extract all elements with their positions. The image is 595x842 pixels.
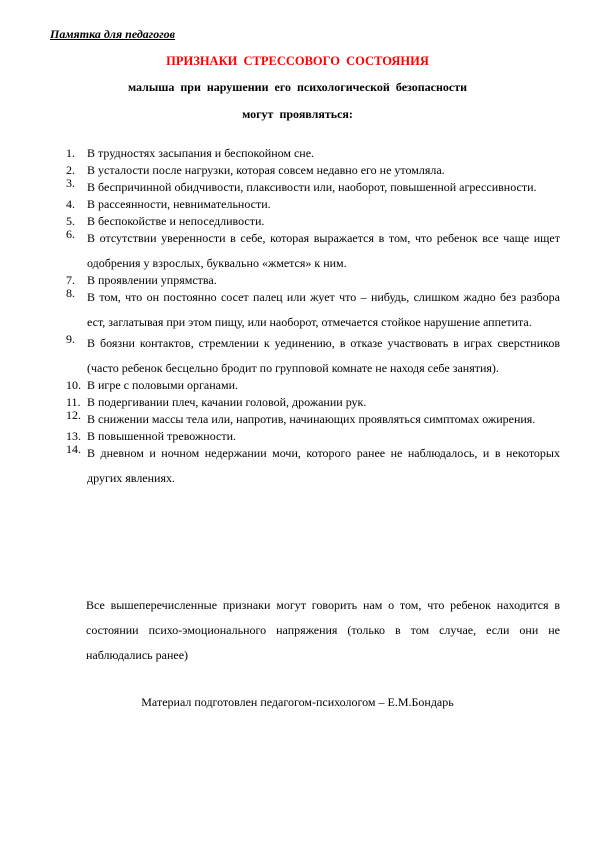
item-text: В отсутствии уверенности в себе, которая выражается в том, что ребенок все чаще ищет одобрения у взрослых, буквально «жмется» к ним. xyxy=(87,231,560,270)
item-number: 1. xyxy=(66,146,75,160)
item-number: 10. xyxy=(66,378,81,392)
item-number: 8. xyxy=(66,286,75,300)
item-number: 12. xyxy=(66,408,81,422)
signs-list xyxy=(66,145,560,487)
subtitle-line-2: могут проявляться: xyxy=(242,107,353,121)
item-text: В усталости после нагрузки, которая совсем недавно его не утомляла. xyxy=(87,163,445,177)
item-number: 9. xyxy=(66,332,75,346)
list-item xyxy=(66,441,560,491)
item-text: В подергивании плеч, качании головой, дрожании рук. xyxy=(87,395,367,409)
item-text: В дневном и ночном недержании мочи, которого ранее не наблюдалось, и в некоторых других явлениях. xyxy=(87,446,560,485)
item-text: В трудностях засыпания и беспокойном сне. xyxy=(87,146,315,160)
item-number: 5. xyxy=(66,214,75,228)
item-number: 7. xyxy=(66,273,75,287)
item-number: 13. xyxy=(66,429,81,443)
item-text: В боязни контактов, стремлении к уединению, в отказе участвовать в играх сверстников (часто ребенок бесцельно бродит по групповой комнате не находя себе занятия). xyxy=(87,336,560,375)
list-item xyxy=(66,145,560,162)
item-number: 2. xyxy=(66,163,75,177)
item-text: В повышенной тревожности. xyxy=(87,429,236,443)
list-item xyxy=(66,331,560,381)
item-number: 6. xyxy=(66,227,75,241)
item-text: В беспокойстве и непоседливости. xyxy=(87,214,265,228)
item-text: В снижении массы тела или, напротив, начинающих проявляться симптомах ожирения. xyxy=(87,412,536,426)
item-text: В рассеянности, невнимательности. xyxy=(87,197,271,211)
item-number: 11. xyxy=(66,395,81,409)
subtitle-line-1: малыша при нарушении его психологической безопасности xyxy=(127,80,468,94)
item-text: В игре с половыми органами. xyxy=(87,378,239,392)
item-number: 4. xyxy=(66,197,75,211)
author-credit: Материал подготовлен педагогом-психологом – Е.М.Бондарь xyxy=(141,695,454,709)
item-number: 14. xyxy=(66,442,81,456)
list-item xyxy=(66,285,560,335)
item-text: В беспричинной обидчивости, плаксивости или, наоборот, повышенной агрессивности. xyxy=(87,180,537,194)
header-note: Памятка для педагогов xyxy=(50,27,176,41)
list-item xyxy=(66,196,560,213)
document-title: ПРИЗНАКИ СТРЕССОВОГО СОСТОЯНИЯ xyxy=(166,54,429,68)
item-number: 3. xyxy=(66,176,75,190)
list-item xyxy=(66,377,560,394)
list-item xyxy=(66,226,560,276)
item-text: В проявлении упрямства. xyxy=(87,273,217,287)
conclusion-paragraph: Все вышеперечисленные признаки могут говорить нам о том, что ребенок находится в состоянии психо-эмоционального напряжения (только в том случае, если они не наблюдались ранее) xyxy=(86,598,560,662)
item-text: В том, что он постоянно сосет палец или жует что – нибудь, слишком жадно без разбора ест, заглатывая при этом пищу, или наоборот, отмечается стойкое нарушение аппетита. xyxy=(87,290,560,329)
